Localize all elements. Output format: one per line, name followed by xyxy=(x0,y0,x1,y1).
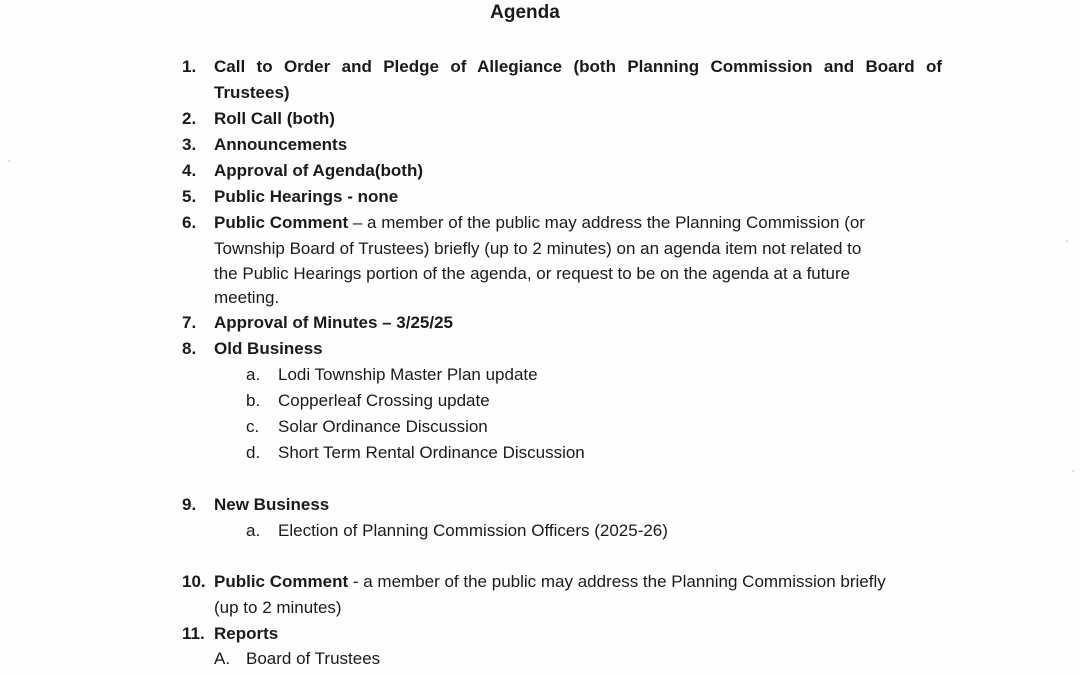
item-number: 5. xyxy=(182,187,197,206)
item-heading: Public Hearings xyxy=(214,187,343,206)
item-detail: - a member of the public may address the Planning Commission briefly xyxy=(348,572,886,591)
item-heading: Roll Call (both) xyxy=(214,109,335,128)
item-number: 10. xyxy=(182,572,206,591)
item-number: 8. xyxy=(182,339,197,358)
subitem-letter: d. xyxy=(246,443,261,462)
item-detail-line: Township Board of Trustees) briefly (up to 2 minutes) on an agenda item not related to xyxy=(214,239,862,258)
item-heading: Public Comment xyxy=(214,572,349,591)
item-heading: Approval of Agenda(both) xyxy=(214,161,424,180)
item-number: 11. xyxy=(182,624,205,643)
item-heading: Announcements xyxy=(214,135,348,154)
item-detail-line: meeting. xyxy=(214,288,280,307)
subitem-text: Copperleaf Crossing update xyxy=(278,391,490,410)
item-heading-cont: Trustees) xyxy=(214,83,290,102)
subitem-letter: a. xyxy=(246,365,261,384)
subitem-letter: A. xyxy=(214,649,231,668)
page-title: Agenda xyxy=(490,2,560,23)
item-detail-line: the Public Hearings portion of the agenda, or request to be on the agenda at a future xyxy=(214,264,851,283)
item-number: 6. xyxy=(182,213,197,232)
item-detail-line: (up to 2 minutes) xyxy=(214,598,342,617)
scan-speck xyxy=(1072,470,1074,472)
item-number: 9. xyxy=(182,495,197,514)
item-heading: New Business xyxy=(214,495,330,514)
item-heading: Reports xyxy=(214,624,279,643)
scan-speck xyxy=(1066,240,1068,242)
subitem-text: Election of Planning Commission Officers (2025-26) xyxy=(278,521,668,540)
item-heading: Approval of Minutes – 3/25/25 xyxy=(214,313,454,332)
item-detail: - none xyxy=(342,187,399,206)
item-number: 2. xyxy=(182,109,197,128)
item-number: 7. xyxy=(182,313,197,332)
item-number: 1. xyxy=(182,57,197,76)
subitem-text: Lodi Township Master Plan update xyxy=(278,365,538,384)
scan-speck xyxy=(8,160,10,162)
subitem-text: Short Term Rental Ordinance Discussion xyxy=(278,443,585,462)
item-heading: Call to Order and Pledge of Allegiance (both Planning Commission and Board of xyxy=(214,57,942,76)
item-number: 4. xyxy=(182,161,197,180)
subitem-letter: a. xyxy=(246,521,261,540)
item-heading: Old Business xyxy=(214,339,323,358)
subitem-letter: c. xyxy=(246,417,260,436)
subitem-text: Board of Trustees xyxy=(246,649,381,668)
subitem-text: Solar Ordinance Discussion xyxy=(278,417,488,436)
item-detail: – a member of the public may address the Planning Commission (or xyxy=(348,213,865,232)
item-number: 3. xyxy=(182,135,197,154)
subitem-letter: b. xyxy=(246,391,261,410)
item-heading: Public Comment xyxy=(214,213,349,232)
